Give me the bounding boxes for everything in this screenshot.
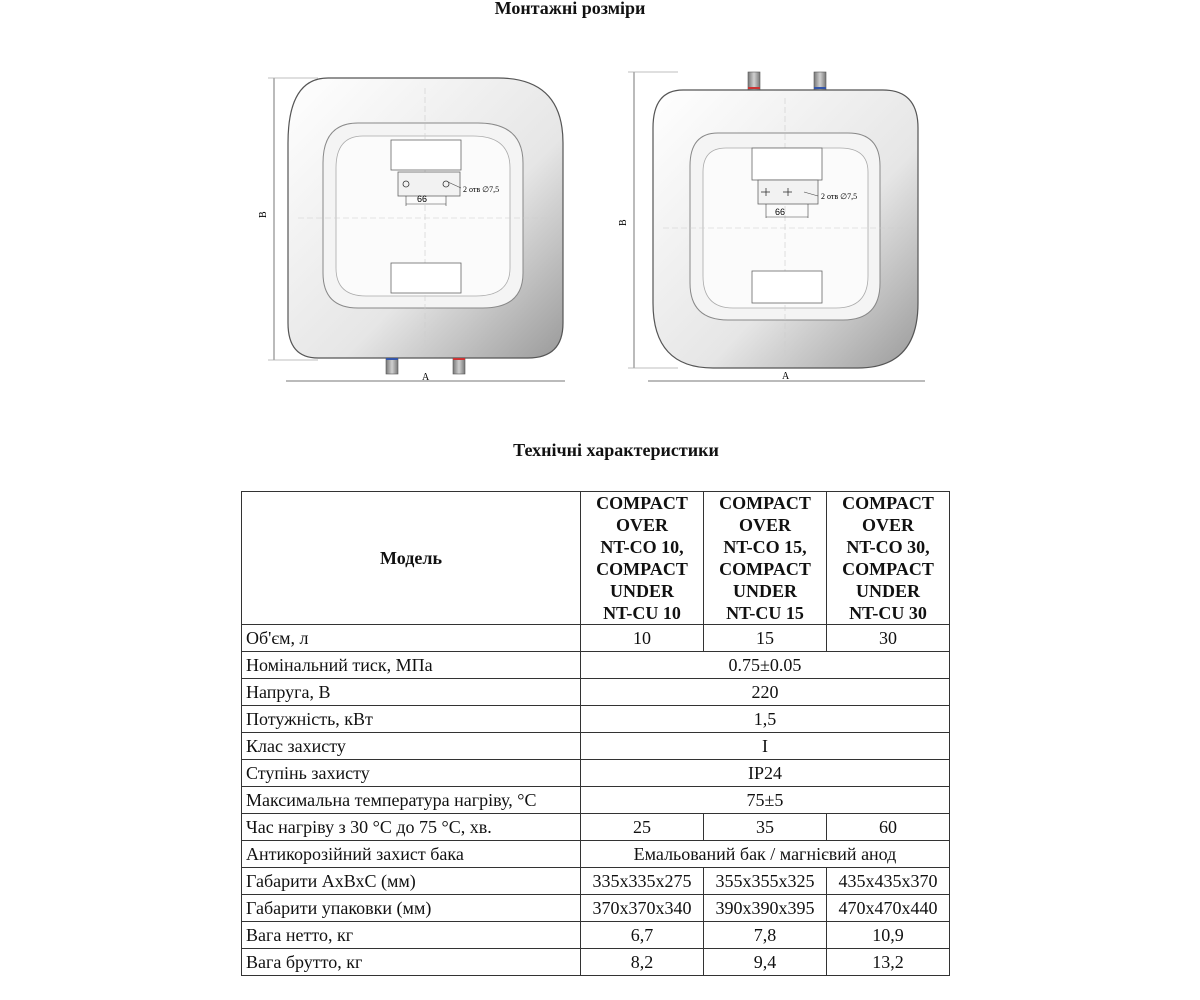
heater-drawing-pipes-top <box>618 68 938 388</box>
table-row <box>242 625 950 652</box>
table-row <box>242 949 950 976</box>
cell-value: 60 <box>827 814 950 841</box>
cell-value: 220 <box>581 679 950 706</box>
cell-value: 10,9 <box>827 922 950 949</box>
cell-value: 1,5 <box>581 706 950 733</box>
table-row <box>242 760 950 787</box>
model-column-10: COMPACT OVER NT-CO 10, COMPACT UNDER NT-CU 10 <box>581 492 704 625</box>
cell-value: Емальований бак / магнієвий анод <box>581 841 950 868</box>
cell-value: 10 <box>581 625 704 652</box>
cell-value: 30 <box>827 625 950 652</box>
dim-b-label: B <box>618 219 629 226</box>
model-column-15: COMPACT OVER NT-CO 15, COMPACT UNDER NT-CU 15 <box>704 492 827 625</box>
row-label: Об'єм, л <box>242 625 581 652</box>
heater-drawing-pipes-bottom <box>258 68 578 388</box>
row-label: Максимальна температура нагріву, °C <box>242 787 581 814</box>
cell-value: 6,7 <box>581 922 704 949</box>
cell-value: 8,2 <box>581 949 704 976</box>
cell-value: 13,2 <box>827 949 950 976</box>
table-row <box>242 814 950 841</box>
model-header: Модель <box>242 492 581 625</box>
bracket-spacing: 66 <box>417 194 428 204</box>
bracket-spacing: 66 <box>775 207 786 217</box>
row-label: Вага нетто, кг <box>242 922 581 949</box>
mounting-dimensions-title: Монтажні розміри <box>494 0 646 18</box>
cell-value: 435х435х370 <box>827 868 950 895</box>
cell-value: 15 <box>704 625 827 652</box>
cell-value: 9,4 <box>704 949 827 976</box>
row-label: Габарити АхВхС (мм) <box>242 868 581 895</box>
row-label: Час нагріву з 30 °C до 75 °C, хв. <box>242 814 581 841</box>
table-row <box>242 895 950 922</box>
cell-value: 35 <box>704 814 827 841</box>
table-row <box>242 841 950 868</box>
table-row <box>242 922 950 949</box>
cell-value: 335х335х275 <box>581 868 704 895</box>
cell-value: 75±5 <box>581 787 950 814</box>
holes-note: 2 отв ∅7,5 <box>463 185 500 194</box>
table-row <box>242 868 950 895</box>
dim-b-label: B <box>258 211 269 218</box>
row-label: Клас захисту <box>242 733 581 760</box>
technical-specs-title: Технічні характеристики <box>513 440 719 460</box>
table-row <box>242 787 950 814</box>
row-label: Антикорозійний захист бака <box>242 841 581 868</box>
row-label: Потужність, кВт <box>242 706 581 733</box>
cell-value: 0.75±0.05 <box>581 652 950 679</box>
table-row <box>242 706 950 733</box>
cell-value: 25 <box>581 814 704 841</box>
table-row <box>242 679 950 706</box>
cell-value: 355х355х325 <box>704 868 827 895</box>
cell-value: 470х470х440 <box>827 895 950 922</box>
cell-value: 7,8 <box>704 922 827 949</box>
table-row <box>242 652 950 679</box>
table-row <box>242 733 950 760</box>
row-label: Номінальний тиск, МПа <box>242 652 581 679</box>
dim-a-label: A <box>782 371 790 382</box>
table-header-row <box>242 492 950 625</box>
model-column-30: COMPACT OVER NT-CO 30, COMPACT UNDER NT-CU 30 <box>827 492 950 625</box>
holes-note: 2 отв ∅7,5 <box>821 192 858 201</box>
row-label: Вага брутто, кг <box>242 949 581 976</box>
cell-value: I <box>581 733 950 760</box>
specs-table <box>241 491 950 976</box>
row-label: Ступінь захисту <box>242 760 581 787</box>
row-label: Габарити упаковки (мм) <box>242 895 581 922</box>
cell-value: 370х370х340 <box>581 895 704 922</box>
dim-a-label: A <box>422 372 430 383</box>
cell-value: IP24 <box>581 760 950 787</box>
row-label: Напруга, В <box>242 679 581 706</box>
cell-value: 390х390х395 <box>704 895 827 922</box>
